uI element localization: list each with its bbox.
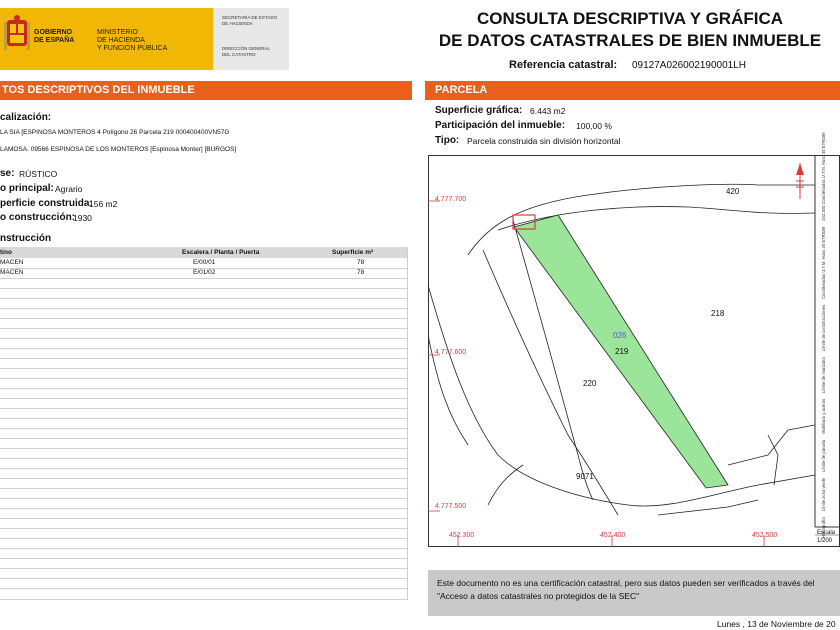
row-superficie: 78	[357, 259, 365, 266]
legend-limite-manzana: Límite de manzana	[821, 357, 826, 393]
table-rule-line	[0, 328, 407, 329]
legend-limite-parcela: Límite de parcela	[821, 439, 826, 472]
ministerio-line: Y FUNCIÓN PÚBLICA	[97, 45, 168, 52]
table-rule-line	[0, 578, 407, 579]
coord-y-1: 4.777.700	[435, 196, 467, 203]
table-rule-line	[0, 368, 407, 369]
coord-x-1: 452.300	[449, 532, 475, 539]
scale-label: Escala	[817, 530, 836, 536]
header-escalera: Escalera / Planta / Puerta	[182, 249, 260, 256]
table-rule-line	[0, 568, 407, 569]
row-escalera: E/00/01	[193, 259, 216, 266]
localizacion-line-1: LA SIA [ESPINOSA MONTEROS 4 Polígono 26 Parcela 219 000400400VN57G	[0, 129, 230, 136]
row-superficie: 78	[357, 269, 365, 276]
coord-x-2: 452.400	[600, 532, 626, 539]
table-rule-line	[0, 358, 407, 359]
table-rule-line	[0, 268, 407, 269]
datos-descriptivos-bar: TOS DESCRIPTIVOS DEL INMUEBLE	[0, 81, 412, 100]
participacion-value: 100,00 %	[576, 121, 612, 131]
coord-y-2: 4.777.600	[435, 349, 467, 356]
construccion-title: nstrucción	[0, 233, 52, 244]
polygon-label-026: 026	[613, 331, 627, 340]
localizacion-label: calización:	[0, 112, 52, 123]
legend-limite-construcciones: Límite de construcciones	[821, 304, 826, 352]
uso-label: o principal:	[0, 183, 54, 194]
table-rule-line	[0, 478, 407, 479]
parcel-label-9071: 9071	[576, 472, 594, 481]
anio-value: 1930	[73, 213, 92, 223]
table-rule-line	[0, 498, 407, 499]
clase-value: RÚSTICO	[19, 169, 58, 179]
table-rule-line	[0, 468, 407, 469]
table-rule-line	[0, 298, 407, 299]
ministerio-line: MINISTERIO	[97, 29, 138, 36]
secretaria-line: SECRETARÍA DE ESTADO	[222, 15, 278, 20]
table-rule-line	[0, 558, 407, 559]
secretaria-text	[222, 15, 277, 26]
footer-date: Lunes , 13 de Noviembre de 20	[717, 619, 836, 629]
table-rule-line	[0, 308, 407, 309]
gobierno-text	[34, 29, 74, 45]
table-rule-line	[0, 588, 407, 589]
table-rule-line	[0, 518, 407, 519]
table-rule-line	[0, 408, 407, 409]
cadastral-map[interactable]	[428, 155, 840, 547]
table-rule-line	[0, 508, 407, 509]
legend-mobiliario: Mobiliario y aceras	[821, 398, 826, 434]
legend-coordenadas: Coordenadas U.T.M. Huso 30 ETRS89	[821, 226, 826, 299]
clase-label: se:	[0, 168, 15, 179]
direccion-text	[222, 46, 270, 57]
header-destino: tino	[0, 249, 12, 256]
anio-label: o construcción:	[0, 212, 76, 223]
coat-of-arms-icon	[4, 14, 30, 56]
title-line-1: CONSULTA DESCRIPTIVA Y GRÁFICA	[476, 9, 784, 28]
construction-table	[0, 247, 408, 600]
row-escalera: E/01/02	[193, 269, 216, 276]
ministerio-line: DE HACIENDA	[97, 37, 145, 44]
tipo-value: Parcela construida sin división horizontal	[467, 136, 621, 146]
parcel-label-219: 219	[615, 347, 629, 356]
table-rule-line	[0, 398, 407, 399]
sup-grafica-value: 6.443 m2	[530, 106, 566, 116]
parcel-label-420: 420	[726, 187, 740, 196]
table-rule-line	[0, 548, 407, 549]
direccion-line: DIRECCIÓN GENERAL	[222, 46, 271, 51]
table-rule-line	[0, 418, 407, 419]
legend-hidrografia: Hidrografía	[821, 517, 826, 538]
table-rule-line	[0, 318, 407, 319]
table-rule-line	[0, 278, 407, 279]
table-header	[0, 247, 407, 258]
table-rule-line	[0, 378, 407, 379]
table-row	[0, 269, 407, 278]
gobierno-line: DE ESPAÑA	[34, 37, 75, 44]
table-rule-line	[0, 488, 407, 489]
participacion-label: Participación del inmueble:	[435, 120, 566, 131]
coord-x-3: 452.500	[752, 532, 778, 539]
legend-zona-verde: Límite zona verde	[821, 477, 826, 512]
map-legend	[818, 132, 836, 540]
direccion-line: DEL CATASTRO	[222, 51, 256, 57]
ref-catastral-label: Referencia catastral:	[509, 59, 618, 71]
table-rule-line	[0, 528, 407, 529]
table-rule-line	[0, 388, 407, 389]
row-destino: MACEN	[0, 269, 24, 276]
row-destino: MACEN	[0, 259, 24, 266]
tipo-label: Tipo:	[435, 135, 460, 146]
table-row	[0, 259, 407, 268]
table-rule-line	[0, 288, 407, 289]
ref-catastral-value: 09127A026002190001LH	[632, 60, 746, 71]
secretaria-line: DE HACIENDA	[222, 20, 253, 26]
localizacion-line-2: LAMOSA. 09566 ESPINOSA DE LOS MONTEROS [Espinosa Monter] [BURGOS]	[0, 146, 237, 153]
coord-y-3: 4.777.500	[435, 503, 467, 510]
parcel-label-220: 220	[583, 379, 597, 388]
sup-grafica-label: Superficie gráfica:	[435, 105, 523, 116]
parcel-label-218: 218	[711, 309, 725, 318]
page-title	[420, 8, 840, 52]
uso-value: Agrario	[55, 184, 83, 194]
title-line-2: DE DATOS CATASTRALES DE BIEN INMUEBLE	[438, 31, 822, 50]
gobierno-line: GOBIERNO	[34, 29, 73, 36]
notice-text: Este documento no es una certificación catastral, pero sus datos pueden ser verificados a través del "Acceso a datos catastrales no protegidos de la SEC"	[437, 578, 815, 601]
superficie-value: 156 m2	[89, 199, 118, 209]
table-rule-line	[0, 428, 407, 429]
table-rule-line	[0, 458, 407, 459]
header-superficie: Superficie m²	[332, 249, 374, 256]
legend-coordenadas-full: 452.300 Coordenadas U.T.M. Huso 30 ETRS89	[821, 132, 826, 221]
table-rule-line	[0, 338, 407, 339]
table-rule-line	[0, 348, 407, 349]
superficie-label: perficie construida:	[0, 198, 93, 209]
ministerio-text	[97, 29, 167, 53]
table-rule-line	[0, 538, 407, 539]
scale-value: 1/200	[817, 538, 833, 544]
table-rule-line	[0, 448, 407, 449]
table-rule-line	[0, 438, 407, 439]
parcela-bar: PARCELA	[425, 81, 840, 100]
